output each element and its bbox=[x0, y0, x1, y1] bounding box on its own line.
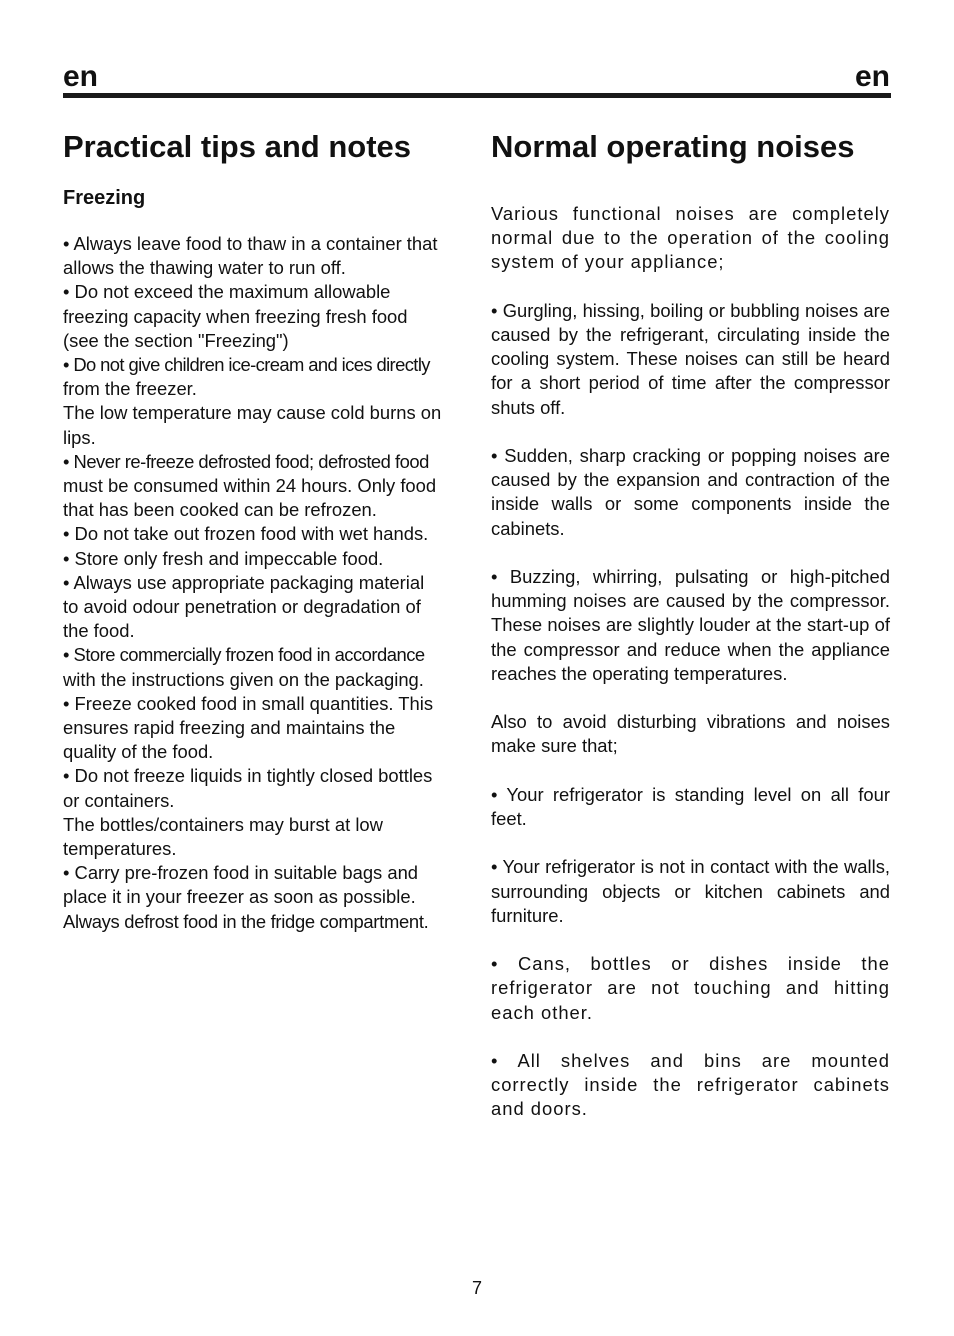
noise-paragraph: • Your refrigerator is standing level on all four feet. bbox=[491, 783, 890, 829]
practical-tips-column bbox=[63, 128, 460, 934]
language-label-left: en bbox=[63, 60, 99, 93]
operating-noises-title: Normal operating noises bbox=[491, 129, 855, 164]
operating-noises-text bbox=[491, 202, 890, 1122]
tip-line: (see the section "Freezing") bbox=[63, 329, 289, 351]
language-label-right: en bbox=[854, 60, 890, 93]
tip-line: to avoid odour penetration or degradation of bbox=[63, 596, 421, 618]
header-rule bbox=[63, 93, 891, 98]
tip-line: from the freezer. bbox=[63, 378, 197, 400]
noise-paragraph: Also to avoid disturbing vibrations and noises make sure that; bbox=[491, 711, 890, 757]
tip-line: place it in your freezer as soon as possible. bbox=[63, 886, 416, 908]
tip-line: • Store commercially frozen food in accordance bbox=[63, 644, 425, 666]
tip-line: • Store only fresh and impeccable food. bbox=[63, 547, 384, 569]
tip-line: • Always leave food to thaw in a container that bbox=[63, 233, 438, 254]
noise-paragraph: • Your refrigerator is not in contact with the walls, surrounding objects or kitchen cabinets and furniture. bbox=[491, 856, 890, 926]
tip-line: • Do not freeze liquids in tightly closed bottles bbox=[63, 765, 433, 787]
tip-line: The bottles/containers may burst at low bbox=[63, 813, 383, 835]
noise-paragraph: • Sudden, sharp cracking or popping noises are caused by the expansion and contraction of the inside walls or some components inside the cabinets. bbox=[491, 445, 890, 539]
operating-noises-column bbox=[491, 128, 890, 1146]
freezing-subtitle: Freezing bbox=[63, 187, 146, 209]
practical-tips-title: Practical tips and notes bbox=[63, 129, 411, 164]
freezing-tips-text bbox=[63, 232, 460, 934]
tip-line: must be consumed within 24 hours. Only food bbox=[63, 475, 437, 497]
tip-line: • Always use appropriate packaging material bbox=[63, 571, 425, 593]
noise-paragraph: • Buzzing, whirring, pulsating or high-pitched humming noises are caused by the compressor. These noises are slightly louder at the start-up of the compressor and reduce when the appliance reaches the operating temperatures. bbox=[491, 566, 890, 684]
tip-line: • Do not take out frozen food with wet hands. bbox=[63, 523, 429, 545]
noise-paragraph: • Cans, bottles or dishes inside the refrigerator are not touching and hitting each other. bbox=[491, 953, 890, 1023]
tip-line: lips. bbox=[63, 426, 96, 448]
tip-line: • Freeze cooked food in small quantities. This bbox=[63, 692, 434, 714]
tip-line: • Carry pre-frozen food in suitable bags and bbox=[63, 862, 419, 884]
page-number: 7 bbox=[471, 1278, 482, 1298]
tip-line: quality of the food. bbox=[63, 741, 214, 763]
tip-line: temperatures. bbox=[63, 838, 177, 860]
noise-paragraph: Various functional noises are completely normal due to the operation of the cooling system of your appliance; bbox=[491, 203, 890, 273]
tip-line: • Do not give children ice-cream and ices directly bbox=[63, 354, 430, 376]
tip-line: The low temperature may cause cold burns on bbox=[63, 402, 442, 424]
tip-line: • Do not exceed the maximum allowable bbox=[63, 281, 391, 303]
tip-line: allows the thawing water to run off. bbox=[63, 257, 346, 279]
tip-line: freezing capacity when freezing fresh food bbox=[63, 305, 408, 327]
tip-line: with the instructions given on the packaging. bbox=[63, 668, 424, 690]
noise-paragraph: • All shelves and bins are mounted correctly inside the refrigerator cabinets and doors. bbox=[491, 1049, 890, 1120]
tip-line: ensures rapid freezing and maintains the bbox=[63, 717, 396, 739]
tip-line: or containers. bbox=[63, 789, 175, 811]
tip-line: • Never re-freeze defrosted food; defrosted food bbox=[63, 450, 429, 472]
tip-line: Always defrost food in the fridge compartment. bbox=[63, 910, 429, 932]
noise-paragraph: • Gurgling, hissing, boiling or bubbling noises are caused by the refrigerant, circulating inside the cooling system. These noises can still be heard for a short period of time after the compressor shuts off. bbox=[491, 299, 890, 418]
tip-line: the food. bbox=[63, 620, 135, 642]
tip-line: that has been cooked can be refrozen. bbox=[63, 499, 377, 521]
